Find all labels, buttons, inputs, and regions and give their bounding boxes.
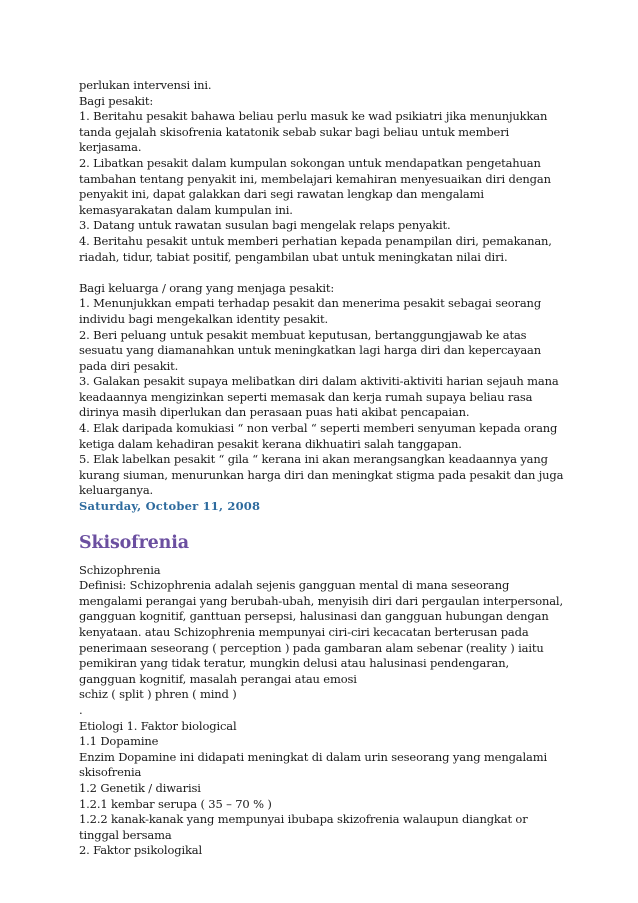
text-line: 1.2 Genetik / diwarisi bbox=[79, 780, 201, 795]
text-line: Bagi keluarga / orang yang menjaga pesakit: bbox=[79, 280, 335, 295]
text-line: pada diri pesakit. bbox=[79, 358, 179, 373]
text-line: kenyataan. atau Schizophrenia mempunyai ciri-ciri kecacatan berterusan pada bbox=[79, 625, 529, 639]
post-title[interactable]: Skisofrenia bbox=[79, 532, 189, 553]
text-line: tambahan tentang penyakit ini, membelajari kemahiran menyesuaikan diri dengan bbox=[79, 171, 551, 186]
text-line: Schizophrenia bbox=[79, 562, 161, 577]
text-line: 1. Menunjukkan empati terhadap pesakit dan menerima pesakit sebagai seorang bbox=[79, 296, 542, 311]
text-line: 2. Faktor psikologikal bbox=[79, 843, 203, 858]
text-line: pemikiran yang tidak teratur, mungkin delusi atau halusinasi pendengaran, bbox=[79, 656, 510, 671]
text-line: kurang siuman, menurunkan harga diri dan meningkat stigma pada pesakit dan juga bbox=[79, 467, 564, 482]
text-line: 4. Elak daripada komukiasi “ non verbal “ seperti memberi senyuman kepada orang bbox=[79, 421, 558, 436]
text-line: 1.2.2 kanak-kanak yang mempunyai ibubapa skizofrenia walaupun diangkat or bbox=[79, 812, 528, 827]
post-date: Saturday, October 11, 2008 bbox=[79, 499, 261, 514]
text-line: riadah, tidur, tabiat positif, pengambilan ubat untuk meningkatan nilai diri. bbox=[79, 249, 508, 264]
text-line: 2. Beri peluang untuk pesakit membuat keputusan, bertanggungjawab ke atas bbox=[79, 327, 527, 342]
text-line: keluarganya. bbox=[79, 483, 154, 498]
text-line: kerjasama. bbox=[79, 140, 142, 155]
text-line: sesuatu yang diamanahkan untuk meningkatkan lagi harga diri dan kepercayaan bbox=[79, 343, 542, 358]
text-line: gangguan kognitif, ganttuan persepsi, halusinasi dan gangguan hubungan dengan bbox=[79, 609, 549, 624]
text-line: 1. Beritahu pesakit bahawa beliau perlu masuk ke wad psikiatri jika menunjukkan bbox=[79, 109, 548, 124]
paragraph-spacer bbox=[79, 265, 559, 281]
text-line: Enzim Dopamine ini didapati meningkat di dalam urin seseorang yang mengalami bbox=[79, 749, 548, 764]
text-line: 1.1 Dopamine bbox=[79, 734, 159, 749]
text-line: 2. Libatkan pesakit dalam kumpulan sokongan untuk mendapatkan pengetahuan bbox=[79, 155, 541, 170]
family-instructions-section bbox=[79, 280, 564, 499]
text-line: tanda gejalah skisofrenia katatonik sebab sukar bagi beliau untuk memberi bbox=[79, 124, 510, 139]
text-line: kemasyarakatan dalam kumpulan ini. bbox=[79, 202, 293, 217]
text-line: 4. Beritahu pesakit untuk memberi perhatian kepada penampilan diri, pemakanan, bbox=[79, 233, 552, 248]
text-line: perlukan intervensi ini. bbox=[79, 78, 212, 92]
text-line: individu bagi mengekalkan identity pesakit. bbox=[79, 311, 329, 326]
document-page bbox=[79, 78, 564, 859]
text-line: Etiologi 1. Faktor biological bbox=[79, 718, 237, 733]
care-instructions-section bbox=[79, 78, 559, 265]
text-line: schiz ( split ) phren ( mind ) bbox=[79, 687, 237, 702]
text-line: ketiga dalam kehadiran pesakit kerana dikhuatiri salah tanggapan. bbox=[79, 436, 462, 451]
text-line: 3. Galakan pesakit supaya melibatkan diri dalam aktiviti-aktiviti harian sejauh mana bbox=[79, 374, 559, 389]
text-line: 5. Elak labelkan pesakit “ gila “ kerana ini akan merangsangkan keadaannya yang bbox=[79, 452, 548, 467]
text-line: gangguan kognitif, masalah perangai atau emosi bbox=[79, 671, 357, 686]
text-line: . bbox=[79, 702, 83, 717]
text-line: Definisi: Schizophrenia adalah sejenis gangguan mental di mana seseorang bbox=[79, 578, 510, 593]
text-line: penyakit ini, dapat galakkan dari segi rawatan lengkap dan mengalami bbox=[79, 187, 484, 202]
text-line: keadaannya mengizinkan seperti memasak dan kerja rumah supaya beliau rasa bbox=[79, 389, 533, 404]
post-body bbox=[79, 562, 563, 859]
text-line: tinggal bersama bbox=[79, 827, 172, 842]
text-line: 3. Datang untuk rawatan susulan bagi mengelak relaps penyakit. bbox=[79, 218, 451, 233]
text-line: penerimaan seseorang ( perception ) pada gambaran alam sebenar (reality ) iaitu bbox=[79, 640, 544, 655]
text-line: Bagi pesakit: bbox=[79, 93, 154, 108]
text-line: dirinya masih diperlukan dan perasaan puas hati akibat pencapaian. bbox=[79, 405, 470, 420]
text-line: 1.2.1 kembar serupa ( 35 – 70 % ) bbox=[79, 796, 272, 811]
text-line: mengalami perangai yang berubah-ubah, menyisih diri dari pergaulan interpersonal, bbox=[79, 593, 563, 608]
text-line: skisofrenia bbox=[79, 765, 142, 780]
